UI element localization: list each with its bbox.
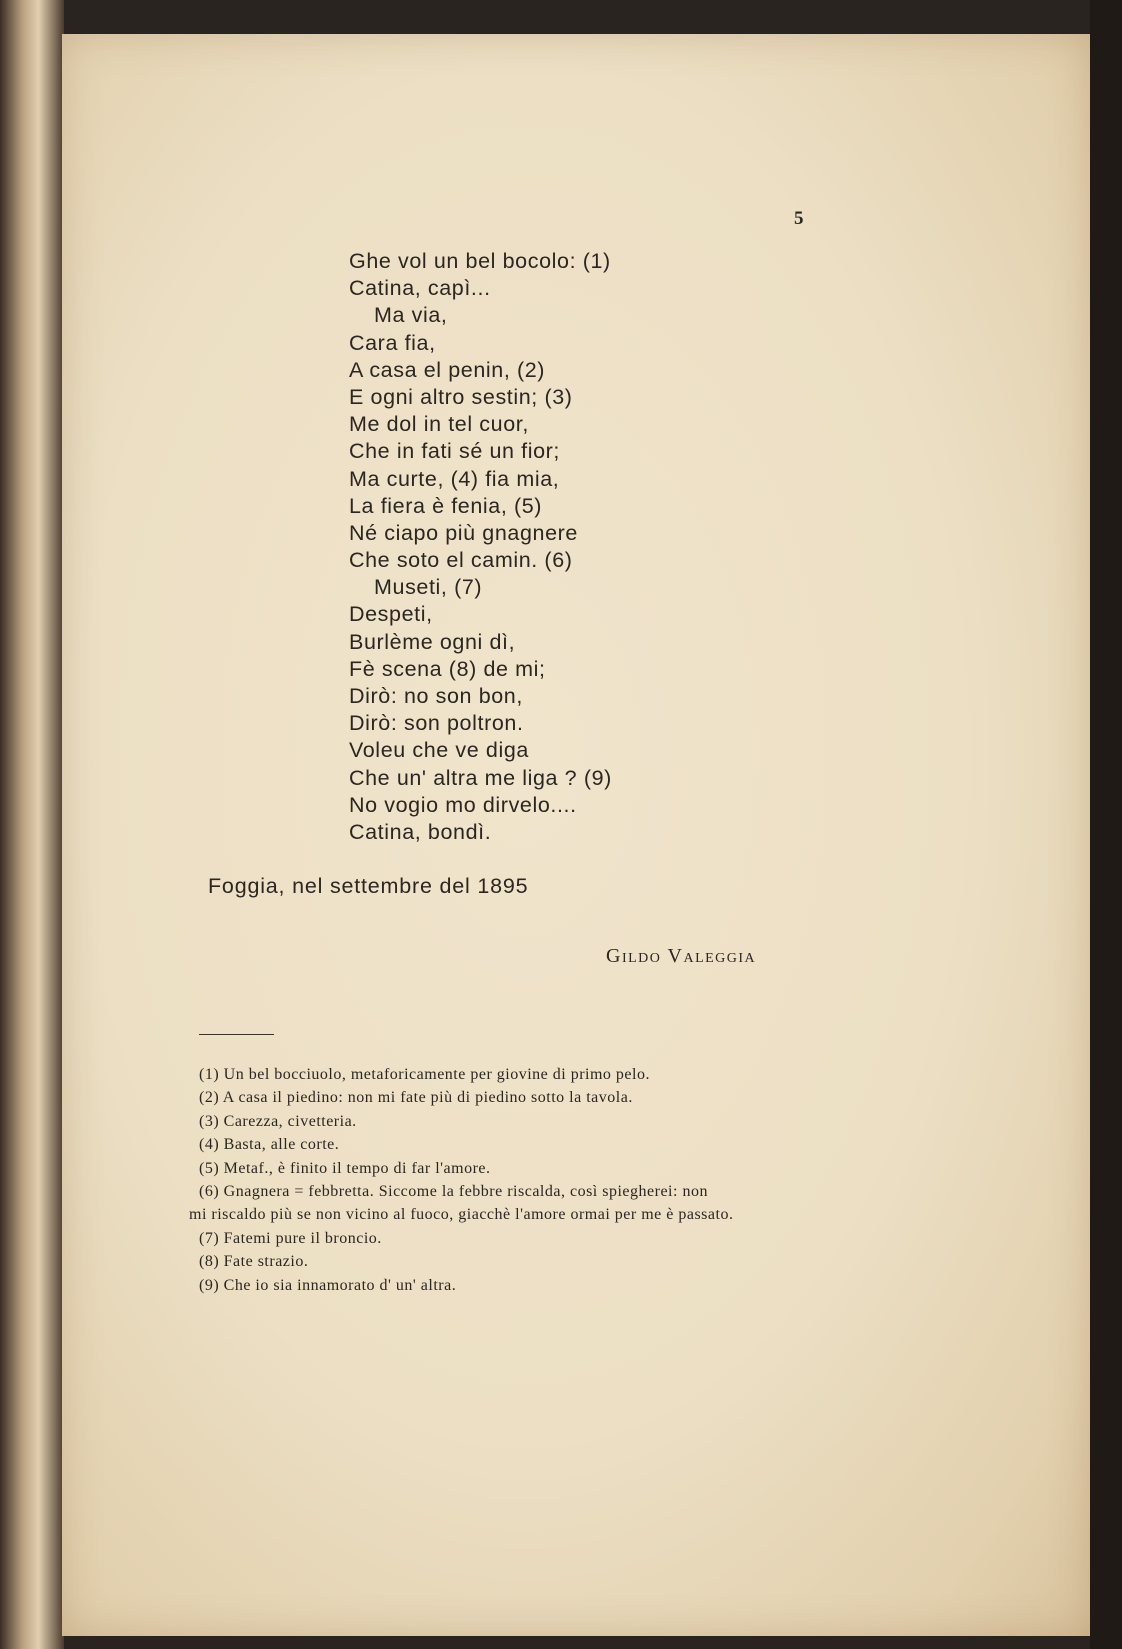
footnote: (4) Basta, alle corte. (199, 1136, 340, 1154)
footnote: (3) Carezza, civetteria. (199, 1112, 357, 1130)
poem-line: Ma curte, (4) fia mia, (349, 466, 560, 491)
poem-line: Che un' altra me liga ? (9) (349, 765, 612, 790)
page-edge-background (1090, 0, 1122, 1649)
footnotes (189, 1063, 839, 1297)
poem-line: E ogni altro sestin; (3) (349, 384, 573, 409)
poem-line: Dirò: no son bon, (349, 684, 523, 708)
poem-line: No vogio mo dirvelo.... (349, 792, 577, 817)
poem-line: Ma via, (374, 303, 448, 328)
author-signature: Gildo Valeggia (606, 945, 757, 967)
footnote-divider (199, 1034, 274, 1035)
poem-line: Despeti, (349, 602, 433, 627)
poem-line: Catina, capì... (349, 276, 491, 301)
poem-line: La fiera è fenia, (5) (349, 493, 543, 518)
dateline: Foggia, nel settembre del 1895 (208, 874, 529, 898)
poem (349, 248, 749, 846)
footnote: (1) Un bel bocciuolo, metaforicamente per giovine di primo pelo. (199, 1066, 650, 1083)
poem-line: Né ciapo più gnagnere (349, 520, 578, 545)
footnote: (2) A casa il piedino: non mi fate più di piedino sotto la tavola. (199, 1089, 633, 1107)
poem-line: Me dol in tel cuor, (349, 412, 529, 437)
poem-line: Che in fati sé un fior; (349, 439, 560, 464)
footnote: (6) Gnagnera = febbretta. Siccome la febbre riscalda, così spiegherei: non (199, 1182, 708, 1200)
book-spine (0, 0, 64, 1649)
poem-line: A casa el penin, (2) (349, 357, 546, 382)
poem-line: Museti, (7) (374, 575, 483, 600)
footnote: (7) Fatemi pure il broncio. (199, 1229, 382, 1247)
poem-line: Dirò: son poltron. (349, 711, 524, 736)
poem-line: Cara fia, (349, 330, 436, 355)
footnote: (9) Che io sia innamorato d' un' altra. (199, 1276, 457, 1294)
poem-line: Catina, bondì. (349, 819, 492, 844)
footnote: (8) Fate strazio. (199, 1253, 309, 1271)
footnote: mi riscaldo più se non vicino al fuoco, giacchè l'amore ormai per me è passato. (189, 1206, 734, 1224)
poem-line: Fè scena (8) de mi; (349, 656, 546, 681)
poem-line: Burlème ogni dì, (349, 629, 516, 654)
footnote: (5) Metaf., è finito il tempo di far l'amore. (199, 1159, 491, 1177)
poem-line: Ghe vol un bel bocolo: (1) (349, 249, 611, 273)
poem-line: Voleu che ve diga (349, 738, 529, 763)
poem-line: Che soto el camin. (6) (349, 548, 573, 573)
page-number: 5 (794, 208, 804, 229)
